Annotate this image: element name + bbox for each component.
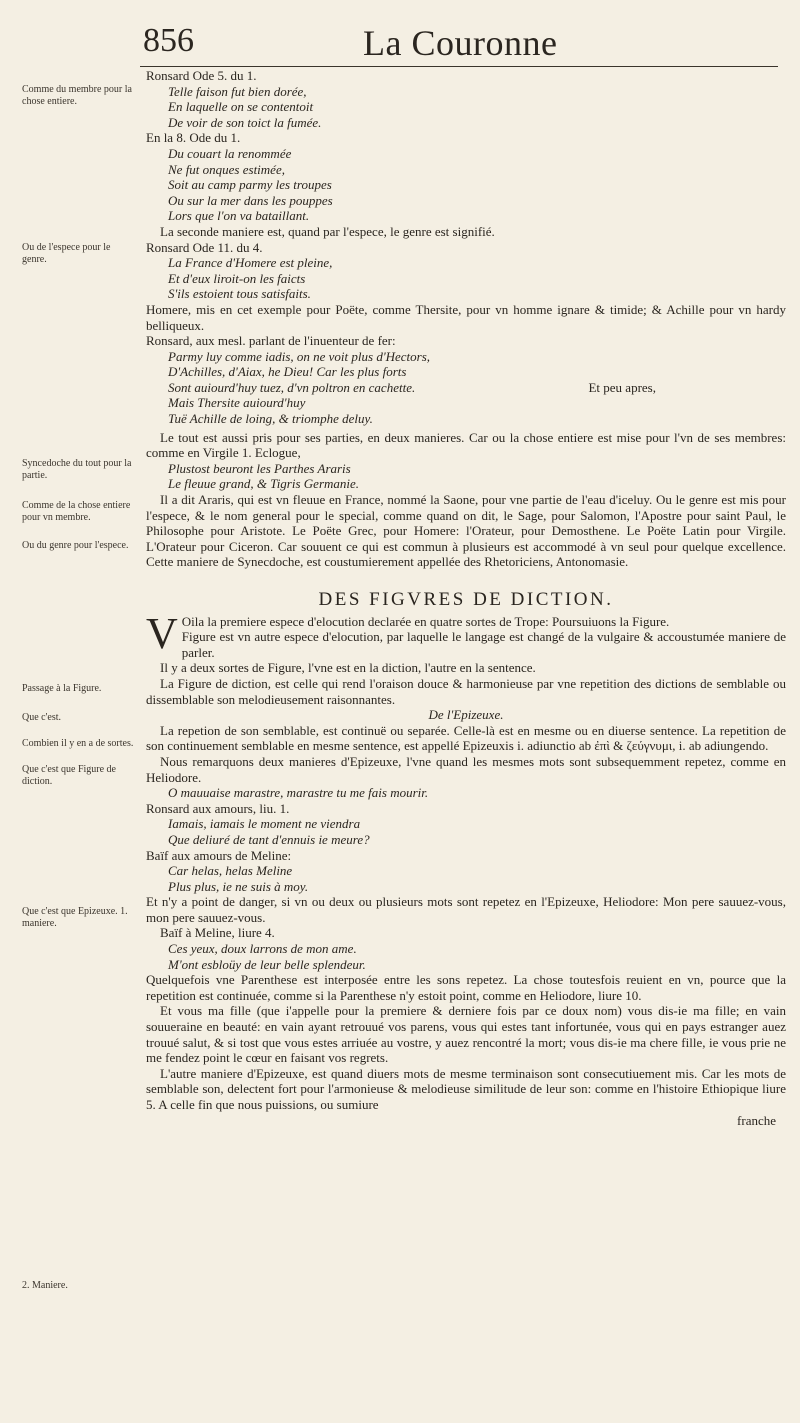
verse-line: De voir de son toict la fumée.: [168, 114, 322, 130]
source-line: Ronsard aux amours, liu. 1.: [146, 800, 290, 816]
verse-line: Car helas, helas Meline: [168, 863, 293, 879]
paragraph: La repetion de son semblable, est continuë ou separée. Celle-là est en mesme ou en diuerse sentence. La repetition de son continuement semblable en mesme sentence, est appellé Epizeuxis i. adiunctio ab ἐπὶ & ζεύγνυμι, i. ab adiungendo.: [146, 722, 786, 754]
verse-line: Ou sur la mer dans les pouppes: [168, 192, 333, 208]
running-title: La Couronne: [363, 23, 558, 63]
verse-line: Iamais, iamais le moment ne viendra: [168, 816, 361, 832]
source-line: Baïf à Meline, liure 4.: [160, 925, 275, 941]
verse-line: Lors que l'on va bataillant.: [168, 208, 310, 224]
verse-line: La France d'Homere est pleine,: [168, 255, 333, 271]
verse-line: D'Achilles, d'Aiax, he Dieu! Car les plus forts: [168, 364, 407, 380]
paragraph: L'autre maniere d'Epizeuxe, est quand diuers mots de mesme terminaison sont consecutiuement mis. Car les mots de semblable son, delectent fort pour l'armonieuse & melodieuse similitude de leur son: comme en l'histoire Ethiopique liure 5. A celle fin que nous puissions, ou sumiure: [146, 1065, 786, 1112]
margin-note: Comme du membre pour la chose entiere.: [22, 84, 132, 107]
margin-note: Que c'est que Epizeuxe. 1. maniere.: [22, 906, 128, 929]
page-number: 856: [143, 22, 194, 59]
paragraph: Nous remarquons deux manieres d'Epizeuxe, l'vne quand les mesmes mots sont subsequemment repetez, comme en Heliodore.: [146, 753, 786, 785]
paragraph: La Figure de diction, est celle qui rend l'oraison douce & harmonieuse par vne repetition des dictions de semblable ou dissemblable son melodieusement raisonnantes.: [146, 675, 786, 707]
text-line: La seconde maniere est, quand par l'espece, le genre est signifié.: [160, 223, 495, 239]
paragraph: Figure est vn autre espece d'elocution, par laquelle le langage est changé de la vulgaire & accoustumée maniere de parler.: [181, 629, 786, 660]
paragraph: Homere, mis en cet exemple pour Poëte, comme Thersite, pour vn homme ignare & timide; & Achille pour vn hardy belliqueux.: [146, 301, 786, 333]
margin-note: 2. Maniere.: [22, 1280, 68, 1291]
main-text: [146, 68, 786, 1128]
verse-line: Soit au camp parmy les troupes: [168, 177, 332, 193]
source-line: Ronsard Ode 5. du 1.: [146, 68, 257, 83]
connector-text: Et peu apres,: [588, 379, 656, 395]
verse-line: Plustost beuront les Parthes Araris: [168, 460, 351, 476]
margin-note: Ou de l'espece pour le genre.: [22, 242, 111, 265]
verse-line: O mauuaise marastre, marastre tu me fais mourir.: [168, 785, 429, 801]
verse-line: Mais Thersite auiourd'huy: [168, 395, 306, 411]
header-rule: [140, 66, 778, 67]
verse-line: Telle faison fut bien dorée,: [168, 83, 307, 99]
drop-cap: V: [146, 608, 178, 658]
margin-note: Passage à la Figure.: [22, 683, 102, 694]
source-line: Ronsard Ode 11. du 4.: [146, 239, 263, 255]
verse-line: Du couart la renommée: [168, 145, 292, 161]
paragraph: Il y a deux sortes de Figure, l'vne est en la diction, l'autre en la sentence.: [160, 660, 536, 676]
margin-note: Combien il y en a de sortes.: [22, 738, 134, 749]
verse-line: M'ont esbloüy de leur belle splendeur.: [168, 956, 366, 972]
verse-line: Plus plus, ie ne suis à moy.: [168, 878, 309, 894]
margin-note: Que c'est.: [22, 712, 62, 723]
paragraph: Quelquefois vne Parenthese est interposée entre les sons repetez. La chose toutesfois reuient en vn, pource que la repetition est continuée, comme si la Parenthese n'y estoit point, comme en Heliodore, liure 10.: [146, 972, 786, 1003]
verse-line: Ne fut onques estimée,: [168, 161, 285, 177]
paragraph: Oila la premiere espece d'elocution declarée en quatre sortes de Trope: Poursuiuons la Figure.: [181, 613, 670, 629]
verse-line: Ces yeux, doux larrons de mon ame.: [168, 941, 357, 957]
source-line: Ronsard, aux mesl. parlant de l'inuenteur de fer:: [146, 333, 396, 349]
margin-note: Ou du genre pour l'espece.: [22, 540, 129, 551]
paragraph: Le tout est aussi pris pour ses parties, en deux manieres. Car ou la chose entiere est mise pour l'vn de ses membres: comme en Virgile 1. Eclogue,: [146, 429, 786, 461]
verse-line: Parmy luy comme iadis, on ne voit plus d'Hectors,: [168, 348, 431, 364]
margin-note: Comme de la chose entiere pour vn membre.: [22, 500, 131, 523]
section-title: DES FIGVRES DE DICTION.: [318, 589, 614, 610]
catchword: franche: [737, 1112, 776, 1128]
verse-line: Que deliuré de tant d'ennuis ie meure?: [168, 831, 370, 847]
verse-line-group: [146, 380, 786, 396]
verse-line: S'ils estoient tous satisfaits.: [168, 286, 311, 302]
paragraph: Et n'y a point de danger, si vn ou deux ou plusieurs mots sont repetez en l'Epizeuxe, Heliodore: Mon pere sauuez-vous, mon pere sauuez-vous.: [146, 894, 786, 925]
margin-notes: [22, 0, 134, 1423]
paragraph: Et vous ma fille (que i'appelle pour la premiere & derniere fois par ce doux nom) vous dis-ie ma fille; en vain souueraine en beauté: en vain ayant retrouué vos parens, vous qui estes tant infortunée, vous qui en pays estranger auez trouué salut, & si tost que vous estes arriuée au vostre, y auez rencontré la mort; vous dis-ie ma chere fille, ie vous prie ne me fendez point le cœur en faisant vos regrets.: [146, 1003, 786, 1066]
margin-note: Syncedoche du tout pour la partie.: [22, 458, 132, 481]
margin-note: Que c'est que Figure de diction.: [22, 764, 116, 787]
verse-line: Le fleuue grand, & Tigris Germanie.: [168, 476, 360, 492]
subheading: De l'Epizeuxe.: [428, 707, 504, 723]
source-line: En la 8. Ode du 1.: [146, 130, 241, 146]
paragraph: Il a dit Araris, qui est vn fleuue en France, nommé la Saone, pour vne partie de l'eau d'iceluy. Ou le genre est mis pour l'espece, & le nom general pour le special, comme quand on dit, le Sage, pour Salomon, l'Apostre pour saint Paul, le Philosophe pour Aristote. Le Poëte Grec, pour Homere: l'Orateur, pour Demosthene. Le Poëte Latin pour Virgile. L'Orateur pour Ciceron. Car souuent ce qui est commun à plusieurs est accommodé à vn seul pour quelque excellence. Cette maniere de Synecdoche, est coustumierement appellée des Rhetoriciens, Antonomasie.: [146, 492, 786, 570]
verse-line: Et d'eux liroit-on les faicts: [168, 270, 306, 286]
verse-line: Sont auiourd'huy tuez, d'vn poltron en cachette.: [168, 379, 416, 395]
source-line: Baïf aux amours de Meline:: [146, 847, 292, 863]
verse-line: Tuë Achille de loing, & triomphe deluy.: [168, 411, 373, 427]
verse-line: En laquelle on se contentoit: [168, 99, 314, 115]
